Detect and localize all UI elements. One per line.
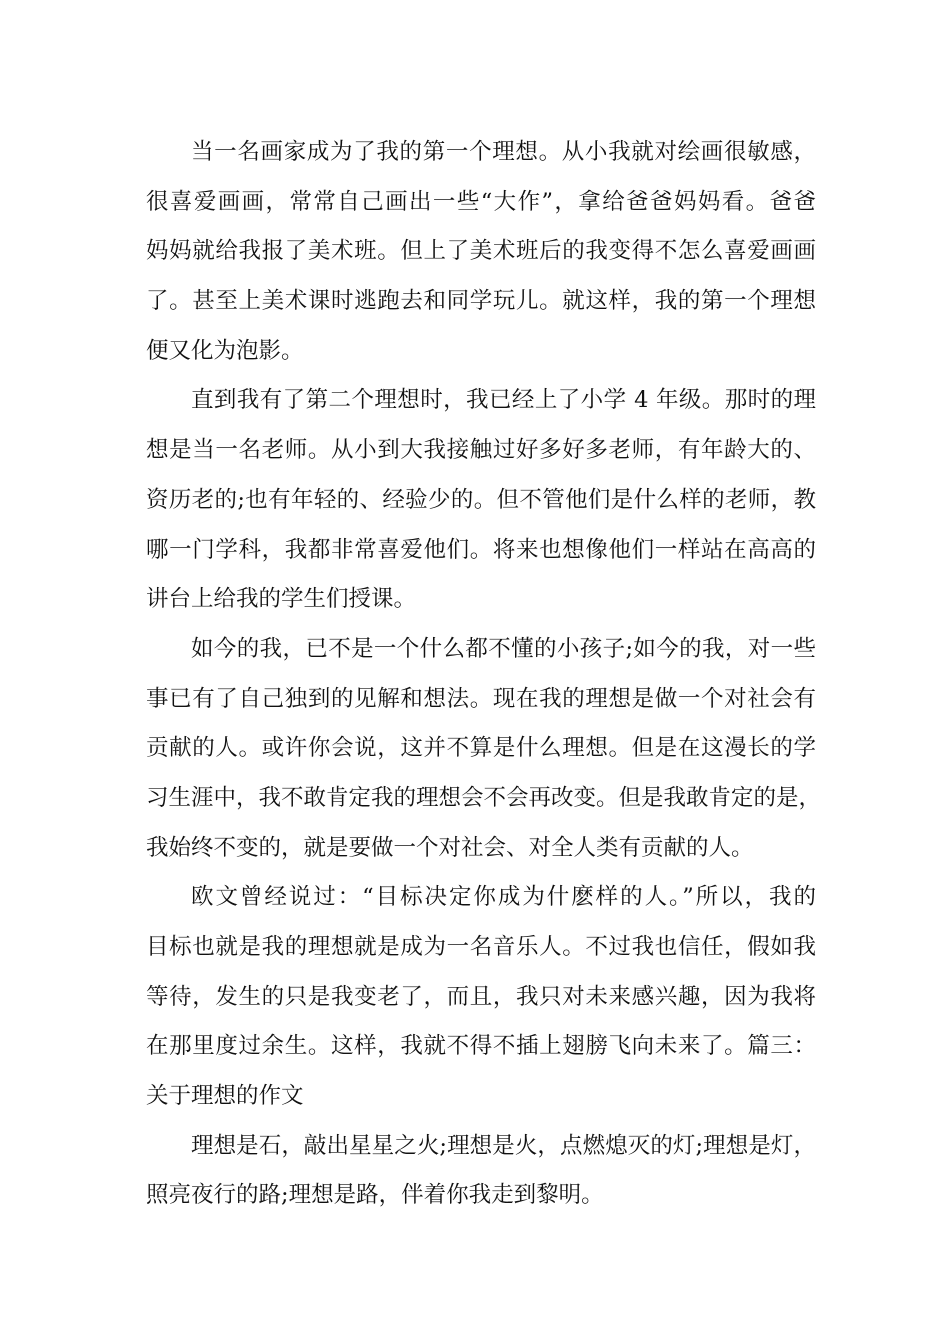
text-line: 习生涯中，我不敢肯定我的理想会不会再改变。但是我敢肯定的是， [146, 784, 822, 811]
text-line: 贡献的人。或许你会说，这并不算是什么理想。但是在这漫长的学 [146, 735, 816, 762]
text-line: 直到我有了第二个理想时，我已经上了小学 4 年级。那时的理 [191, 387, 816, 414]
text-line: 如今的我，已不是一个什么都不懂的小孩子;如今的我，对一些 [191, 635, 816, 662]
text-line: 照亮夜行的路;理想是路，伴着你我走到黎明。 [146, 1182, 604, 1209]
text-line: 妈妈就给我报了美术班。但上了美术班后的我变得不怎么喜爱画画 [146, 238, 816, 265]
paragraph-goal-quote [146, 873, 816, 1121]
text-line: 在那里度过余生。这样，我就不得不插上翅膀飞向未来了。篇三： [146, 1033, 816, 1060]
text-line: 当一名画家成为了我的第一个理想。从小我就对绘画很敏感， [191, 139, 816, 165]
text-line: 资历老的;也有年轻的、经验少的。但不管他们是什么样的老师，教 [146, 486, 816, 513]
essay-body [146, 128, 822, 1221]
paragraph-painter-dream [146, 128, 816, 376]
text-line: 讲台上给我的学生们授课。 [146, 586, 417, 613]
paragraph-teacher-dream [146, 376, 816, 624]
text-line: 目标也就是我的理想就是成为一名音乐人。不过我也信任，假如我 [146, 934, 816, 960]
text-line: 欧文曾经说过：“目标决定你成为什麽样的人。”所以，我的 [191, 884, 816, 911]
text-line: 了。甚至上美术课时逃跑去和同学玩儿。就这样，我的第一个理想 [146, 288, 816, 315]
text-line: 理想是石，敲出星星之火;理想是火，点燃熄灭的灯;理想是灯， [191, 1132, 816, 1159]
text-line: 等待，发生的只是我变老了，而且，我只对未来感兴趣，因为我将 [146, 983, 816, 1010]
text-line: 我始终不变的，就是要做一个对社会、对全人类有贡献的人。 [146, 834, 754, 861]
text-line: 便又化为泡影。 [146, 337, 304, 364]
text-line: 想是当一名老师。从小到大我接触过好多好多老师，有年龄大的、 [146, 437, 816, 464]
text-line: 关于理想的作文 [146, 1083, 304, 1110]
text-line: 事已有了自己独到的见解和想法。现在我的理想是做一个对社会有 [146, 685, 816, 712]
text-line: 很喜爱画画，常常自己画出一些“大作”，拿给爸爸妈妈看。爸爸 [146, 188, 816, 215]
paragraph-current-dream [146, 625, 822, 873]
text-line: 哪一门学科，我都非常喜爱他们。将来也想像他们一样站在高高的 [146, 536, 816, 563]
paragraph-ideal-metaphor [146, 1122, 816, 1221]
